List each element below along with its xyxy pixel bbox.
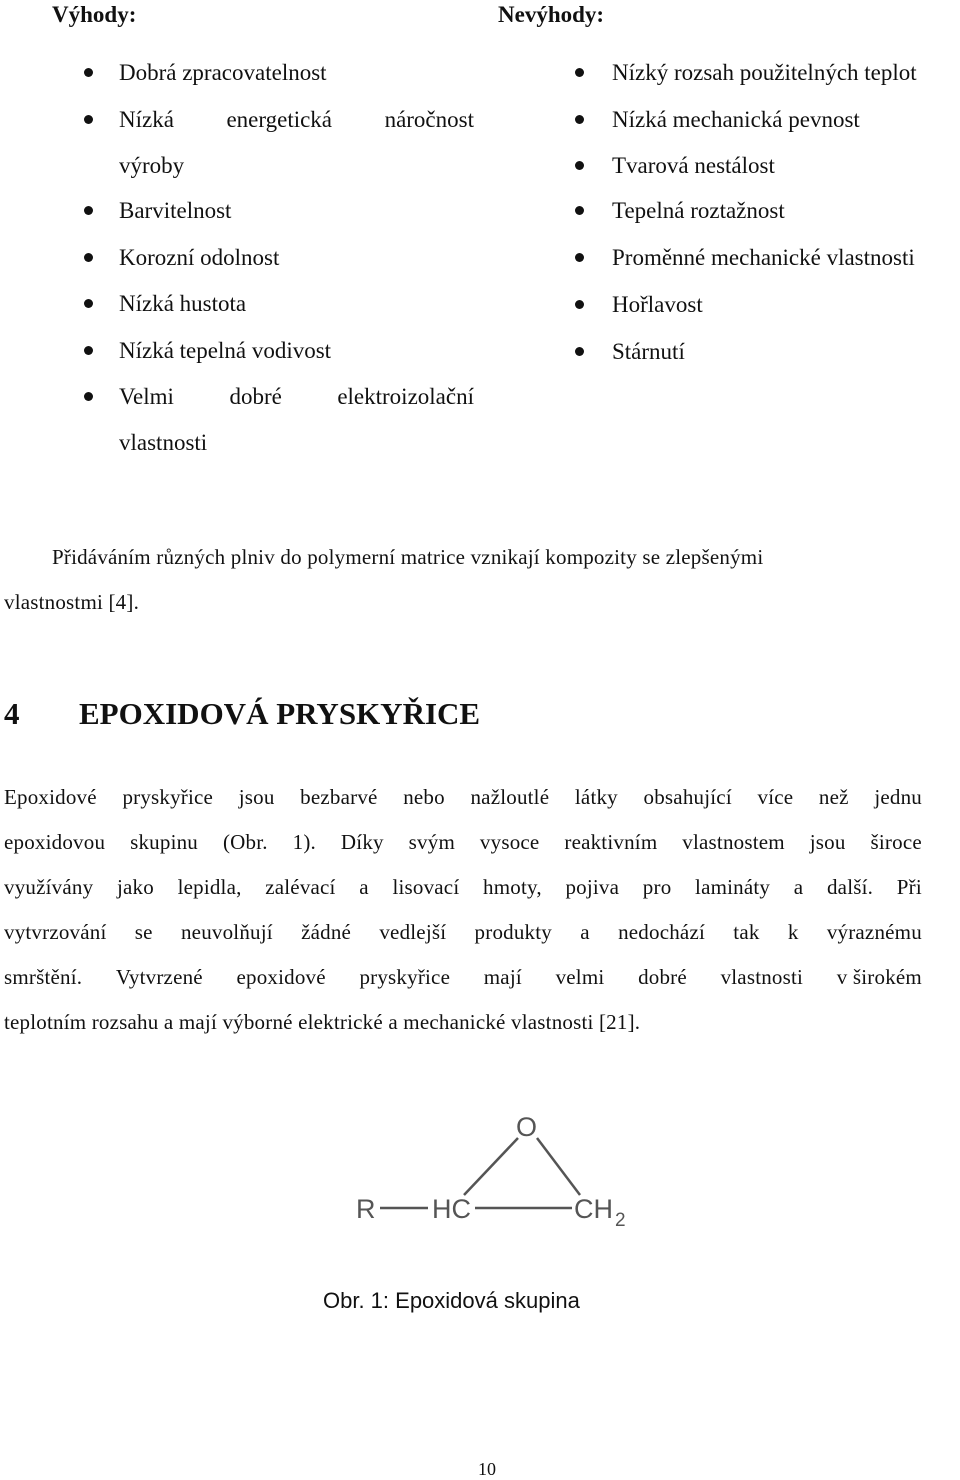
body-word: využívány xyxy=(4,875,94,899)
body-word: Epoxidové xyxy=(4,785,97,809)
body-word: (Obr. xyxy=(222,830,268,854)
list-item: Dobrá zpracovatelnost xyxy=(119,60,327,85)
list-item: Nízká mechanická pevnost xyxy=(612,107,860,132)
list-item: Stárnutí xyxy=(612,339,685,364)
body-word: k xyxy=(787,920,799,944)
body-word: než xyxy=(818,785,849,809)
figure-caption: Obr. 1: Epoxidová skupina xyxy=(323,1288,580,1313)
list-item-word: elektroizolační xyxy=(337,384,474,409)
epoxide-structure-figure xyxy=(340,1100,640,1240)
atom-r: R xyxy=(356,1194,376,1224)
body-word: a xyxy=(793,875,804,899)
body-word: pojiva xyxy=(565,875,620,899)
atom-subscript: 2 xyxy=(615,1210,626,1231)
body-line xyxy=(4,830,922,855)
body-word: pro xyxy=(642,875,672,899)
list-item xyxy=(119,385,474,408)
body-word: nebo xyxy=(403,785,445,809)
body-word: další. xyxy=(826,875,874,899)
body-line xyxy=(4,785,922,810)
bullet-icon xyxy=(84,253,93,262)
list-item: Tepelná roztažnost xyxy=(612,198,785,223)
atom-hc: HC xyxy=(432,1194,471,1224)
bullet-icon xyxy=(84,299,93,308)
body-word: epoxidovou xyxy=(4,830,106,854)
body-word: reaktivním xyxy=(564,830,658,854)
body-word: se xyxy=(134,920,153,944)
section-number: 4 xyxy=(4,696,20,731)
list-item: Nízký rozsah použitelných teplot xyxy=(612,60,917,85)
body-word: více xyxy=(757,785,794,809)
bullet-icon xyxy=(575,300,584,309)
body-word: jsou xyxy=(809,830,846,854)
body-word: neuvolňují xyxy=(180,920,273,944)
body-word: skupinu xyxy=(130,830,199,854)
body-word: Vytvrzené xyxy=(115,965,203,989)
list-item-word: energetická xyxy=(226,107,333,132)
bullet-icon xyxy=(575,161,584,170)
body-line xyxy=(4,875,922,900)
body-word: 1). xyxy=(292,830,316,854)
body-word: epoxidové xyxy=(236,965,326,989)
list-item: Tvarová nestálost xyxy=(612,153,775,178)
bullet-icon xyxy=(575,68,584,77)
body-word: vlastnosti xyxy=(720,965,804,989)
body-word: nažloutlé xyxy=(470,785,550,809)
body-word: Díky xyxy=(340,830,384,854)
section-heading xyxy=(4,696,480,732)
body-word: žádné xyxy=(301,920,352,944)
section-title: EPOXIDOVÁ PRYSKYŘICE xyxy=(79,696,481,731)
list-item-word: dobré xyxy=(229,384,282,409)
body-word: nedochází xyxy=(618,920,705,944)
list-item: Nízká hustota xyxy=(119,291,247,316)
body-word: látky xyxy=(574,785,618,809)
body-word: lepidla, xyxy=(177,875,242,899)
bond-lines xyxy=(380,1138,580,1208)
body-word: jednu xyxy=(874,785,922,809)
list-item: Hořlavost xyxy=(612,292,703,317)
advantages-heading: Výhody: xyxy=(52,2,137,27)
body-word: hmoty, xyxy=(483,875,542,899)
list-item-continuation: výroby xyxy=(119,153,185,178)
bond-hc-o xyxy=(464,1138,518,1195)
bullet-icon xyxy=(84,115,93,124)
intro-paragraph-line: Přidáváním různých plniv do polymerní matrice vznikají kompozity se zlepšenými xyxy=(52,545,764,569)
bullet-icon xyxy=(575,347,584,356)
body-word: mají xyxy=(483,965,522,989)
body-word: vedlejší xyxy=(379,920,447,944)
body-word: a xyxy=(359,875,369,899)
list-item-word: náročnost xyxy=(384,107,474,132)
page-number: 10 xyxy=(478,1459,496,1479)
body-word: velmi xyxy=(555,965,605,989)
bullet-icon xyxy=(575,115,584,124)
body-line xyxy=(4,920,922,945)
list-item: Proměnné mechanické vlastnosti xyxy=(612,245,915,270)
bullet-icon xyxy=(84,68,93,77)
body-word: výraznému xyxy=(826,920,922,944)
bullet-icon xyxy=(84,392,93,401)
bullet-icon xyxy=(84,206,93,215)
body-word: široce xyxy=(870,830,922,854)
body-line xyxy=(4,965,922,990)
body-word: v širokém xyxy=(836,965,922,989)
body-word: vlastnostem xyxy=(682,830,785,854)
bullet-icon xyxy=(575,253,584,262)
body-word: lisovací xyxy=(392,875,460,899)
body-word: produkty xyxy=(474,920,552,944)
list-item-word: Velmi xyxy=(119,384,174,409)
list-item: Barvitelnost xyxy=(119,198,232,223)
body-word: bezbarvé xyxy=(300,785,378,809)
bullet-icon xyxy=(84,346,93,355)
body-word: pryskyřice xyxy=(359,965,451,989)
body-word: jsou xyxy=(238,785,275,809)
body-word: jako xyxy=(116,875,154,899)
disadvantages-heading: Nevýhody: xyxy=(498,2,605,27)
body-word: pryskyřice xyxy=(122,785,214,809)
body-word: vytvrzování xyxy=(4,920,107,944)
body-word: svým xyxy=(408,830,455,854)
list-item: Korozní odolnost xyxy=(119,245,280,270)
list-item-continuation: vlastnosti xyxy=(119,430,208,455)
body-word: obsahující xyxy=(643,785,732,809)
body-word: smrštění. xyxy=(4,965,83,989)
body-word: vysoce xyxy=(479,830,540,854)
body-word: tak xyxy=(733,920,760,944)
body-word: a xyxy=(580,920,590,944)
body-word: lamináty xyxy=(695,875,771,899)
bond-o-ch2 xyxy=(537,1138,580,1195)
body-word: Při xyxy=(896,875,922,899)
body-word: dobré xyxy=(638,965,687,989)
list-item-word: Nízká xyxy=(119,107,174,132)
intro-paragraph-line: vlastnostmi [4]. xyxy=(4,590,140,614)
body-line: teplotním rozsahu a mají výborné elektrické a mechanické vlastnosti [21]. xyxy=(4,1010,641,1034)
list-item xyxy=(119,108,474,131)
body-word: zalévací xyxy=(265,875,336,899)
atom-oxygen: O xyxy=(516,1112,538,1142)
atom-ch: CH xyxy=(574,1194,613,1224)
list-item: Nízká tepelná vodivost xyxy=(119,338,332,363)
bullet-icon xyxy=(575,206,584,215)
